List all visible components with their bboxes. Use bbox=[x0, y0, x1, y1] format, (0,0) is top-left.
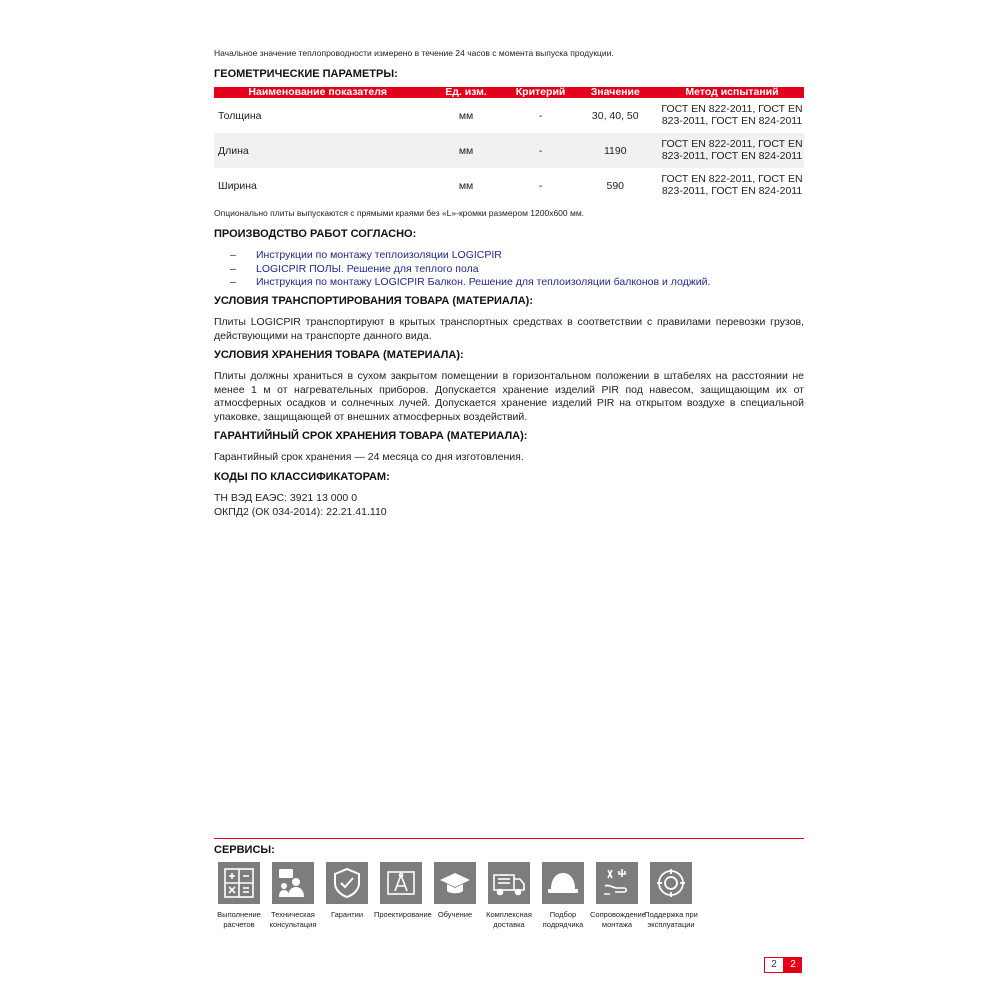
service-label: Подбор подрядчика bbox=[542, 910, 584, 929]
truck-icon bbox=[488, 862, 530, 904]
calculator-icon bbox=[218, 862, 260, 904]
row-criterion: - bbox=[538, 109, 543, 122]
list-item bbox=[230, 263, 710, 277]
row-criterion: - bbox=[538, 179, 543, 192]
codes-heading: КОДЫ ПО КЛАССИФИКАТОРАМ: bbox=[214, 471, 390, 483]
list-item bbox=[230, 249, 710, 263]
works-heading: ПРОИЗВОДСТВО РАБОТ СОГЛАСНО: bbox=[214, 228, 417, 240]
geometry-heading: ГЕОМЕТРИЧЕСКИЕ ПАРАМЕТРЫ: bbox=[214, 68, 398, 80]
geometry-footnote: Опционально плиты выпускаются с прямыми краями без «L»-кромки размером 1200х600 мм. bbox=[214, 208, 585, 218]
consultant-icon bbox=[272, 862, 314, 904]
page-number-right: 2 bbox=[784, 957, 802, 973]
service-training[interactable] bbox=[428, 862, 482, 920]
row-unit: мм bbox=[458, 109, 474, 122]
warranty-text: Гарантийный срок хранения — 24 месяца со дня изготовления. bbox=[214, 451, 524, 463]
col-criterion-header: Критерий bbox=[511, 87, 571, 98]
page-number-left: 2 bbox=[764, 957, 784, 973]
row-name: Толщина bbox=[218, 109, 262, 122]
graduation-cap-icon bbox=[434, 862, 476, 904]
service-consultation[interactable] bbox=[266, 862, 320, 929]
service-label: Проектирование bbox=[374, 910, 432, 919]
dash-bullet: – bbox=[230, 262, 236, 275]
row-criterion: - bbox=[511, 133, 571, 168]
transport-text: Плиты LOGICPIR транспортируют в крытых транспортных средствах в соответствии с правилами перевозки грузов, действующими на транспорте данного вида. bbox=[214, 316, 804, 342]
service-label: Поддержка при эксплуатации bbox=[644, 910, 698, 929]
section-divider bbox=[214, 838, 804, 839]
table-header-row bbox=[214, 87, 804, 98]
drafting-icon bbox=[380, 862, 422, 904]
row-value: 590 bbox=[606, 179, 625, 192]
service-installation-support[interactable] bbox=[590, 862, 647, 929]
service-contractor[interactable] bbox=[536, 862, 590, 929]
service-label: Выполнение расчетов bbox=[217, 910, 261, 929]
tnved-code: ТН ВЭД ЕАЭС: 3921 13 000 0 bbox=[214, 492, 358, 504]
service-label: Гарантии bbox=[330, 910, 364, 919]
intro-note: Начальное значение теплопроводности измерено в течение 24 часов с момента выпуска продукции. bbox=[214, 48, 614, 58]
service-label: Комплексная доставка bbox=[486, 910, 532, 929]
codes-block bbox=[214, 492, 387, 519]
storage-text: Плиты должны храниться в сухом закрытом помещении в горизонтальном положении в штабелях на расстоянии не менее 1 м от нагревательных приборов. Допускается хранение изделий PIR под навесом, защищающим их от атмосферных осадков и солнечных лучей. Допускается хранение изделий PIR на открытом воздухе в специальной упаковке, защищающей от внешних атмосферных воздействий. bbox=[214, 370, 804, 423]
row-name: Длина bbox=[214, 133, 421, 168]
service-design[interactable] bbox=[374, 862, 432, 920]
col-method-header: Метод испытаний bbox=[660, 87, 804, 98]
service-guarantees[interactable] bbox=[320, 862, 374, 920]
geometry-table bbox=[214, 87, 804, 203]
dash-bullet: – bbox=[230, 249, 236, 261]
link-floors-solution[interactable]: LOGICPIR ПОЛЫ. Решение для теплого пола bbox=[256, 262, 479, 275]
okpd-code: ОКПД2 (ОК 034-2014): 22.21.41.110 bbox=[214, 505, 387, 518]
row-unit: мм bbox=[421, 133, 510, 168]
works-links-list bbox=[230, 249, 710, 290]
shield-check-icon bbox=[326, 862, 368, 904]
service-delivery[interactable] bbox=[482, 862, 536, 929]
services-heading: СЕРВИСЫ: bbox=[214, 844, 275, 856]
row-method: ГОСТ EN 822-2011, ГОСТ EN 823-2011, ГОСТ EN 824-2011 bbox=[661, 103, 803, 127]
row-method: ГОСТ EN 822-2011, ГОСТ EN 823-2011, ГОСТ EN 824-2011 bbox=[661, 173, 803, 197]
col-value-header: Значение bbox=[571, 87, 661, 98]
col-name-header: Наименование показателя bbox=[214, 87, 421, 98]
transport-heading: УСЛОВИЯ ТРАНСПОРТИРОВАНИЯ ТОВАРА (МАТЕРИАЛА): bbox=[214, 295, 533, 307]
list-item bbox=[230, 276, 710, 290]
tools-hand-icon bbox=[596, 862, 638, 904]
service-label: Сопровождение монтажа bbox=[590, 910, 647, 929]
service-calculations[interactable] bbox=[212, 862, 266, 929]
warranty-heading: ГАРАНТИЙНЫЙ СРОК ХРАНЕНИЯ ТОВАРА (МАТЕРИАЛА): bbox=[214, 430, 528, 442]
service-label: Обучение bbox=[437, 910, 473, 919]
link-balcony-instructions[interactable]: Инструкция по монтажу LOGICPIR Балкон. Решение для теплоизоляции балконов и лоджий. bbox=[256, 276, 711, 288]
table-row bbox=[214, 168, 804, 203]
service-label: Техническая консультация bbox=[269, 910, 317, 929]
service-operation-support[interactable] bbox=[644, 862, 698, 929]
row-unit: мм bbox=[458, 179, 474, 192]
table-row bbox=[214, 98, 804, 133]
link-install-instructions[interactable]: Инструкции по монтажу теплоизоляции LOGICPIR bbox=[256, 249, 502, 261]
table-row bbox=[214, 133, 804, 168]
row-value: 1190 bbox=[571, 133, 661, 168]
row-name: Ширина bbox=[218, 179, 257, 192]
hard-hat-icon bbox=[542, 862, 584, 904]
gear-support-icon bbox=[650, 862, 692, 904]
col-unit-header: Ед. изм. bbox=[421, 87, 510, 98]
dash-bullet: – bbox=[230, 276, 236, 288]
storage-heading: УСЛОВИЯ ХРАНЕНИЯ ТОВАРА (МАТЕРИАЛА): bbox=[214, 349, 464, 361]
row-value: 30, 40, 50 bbox=[591, 109, 639, 122]
row-method: ГОСТ EN 822-2011, ГОСТ EN 823-2011, ГОСТ EN 824-2011 bbox=[660, 133, 804, 168]
